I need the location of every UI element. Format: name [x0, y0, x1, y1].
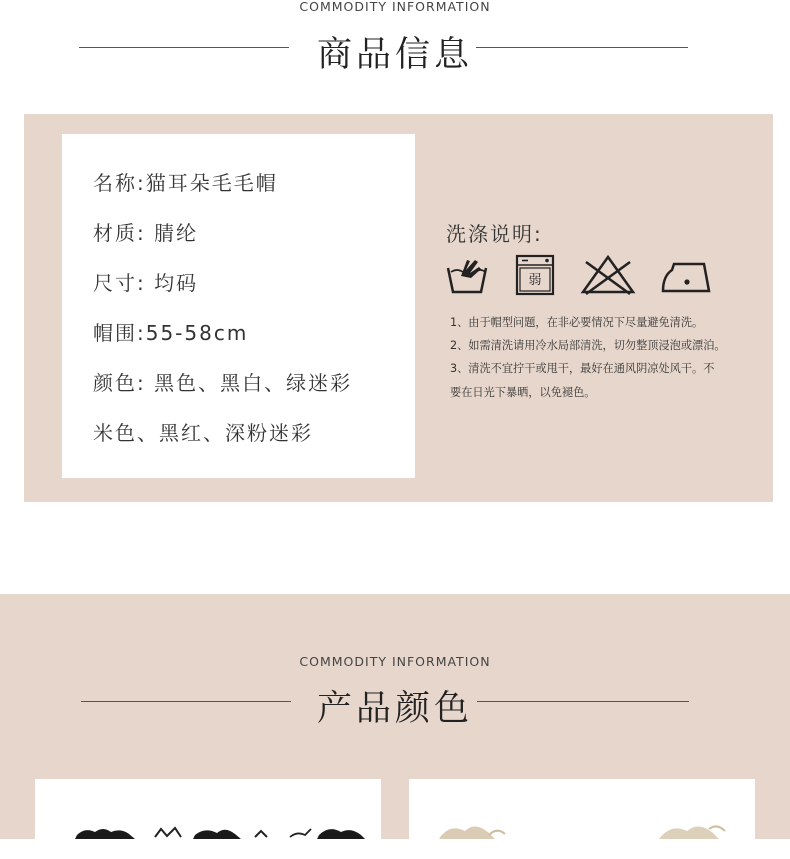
- hand-wash-icon: [445, 254, 489, 296]
- washing-note-1: 1、由于帽型问题，在非必要情况下尽量避免清洗。: [450, 316, 704, 329]
- product-material: 材质: 腈纶: [93, 221, 199, 245]
- gentle-wash-label: 弱: [528, 273, 542, 288]
- washing-note-2: 2、如需清洗请用冷水局部清洗，切勿整顶浸泡或漂泊。: [450, 339, 726, 352]
- section-subtitle-en-2: COMMODITY INFORMATION: [299, 654, 491, 669]
- section-title-product-colors: 产品颜色: [316, 689, 473, 729]
- section-title-product-info: 商品信息: [316, 35, 473, 75]
- do-not-bleach-icon: [580, 254, 636, 296]
- product-colors: 颜色: 黑色、黑白、绿迷彩: [93, 371, 353, 395]
- color-photo-black: [35, 779, 381, 859]
- washing-note-3: 3、清洗不宜拧干或甩干，最好在通风阴凉处风干。不: [450, 362, 715, 375]
- low-iron-icon: [660, 254, 712, 296]
- gentle-machine-wash-icon: [513, 254, 557, 296]
- product-name: 名称:猫耳朵毛毛帽: [93, 171, 278, 195]
- heading-divider-right-2: [477, 701, 689, 702]
- color-photo-beige: [409, 779, 755, 859]
- product-colors-continued: 米色、黑红、深粉迷彩: [93, 421, 313, 445]
- washing-instructions-title: 洗涤说明:: [446, 222, 543, 246]
- product-circumference: 帽围:55-58cm: [93, 321, 249, 345]
- product-size: 尺寸: 均码: [93, 271, 199, 295]
- section-subtitle-en: COMMODITY INFORMATION: [299, 0, 491, 14]
- heading-divider-right: [476, 47, 688, 48]
- washing-note-4: 要在日光下暴晒，以免褪色。: [450, 386, 596, 399]
